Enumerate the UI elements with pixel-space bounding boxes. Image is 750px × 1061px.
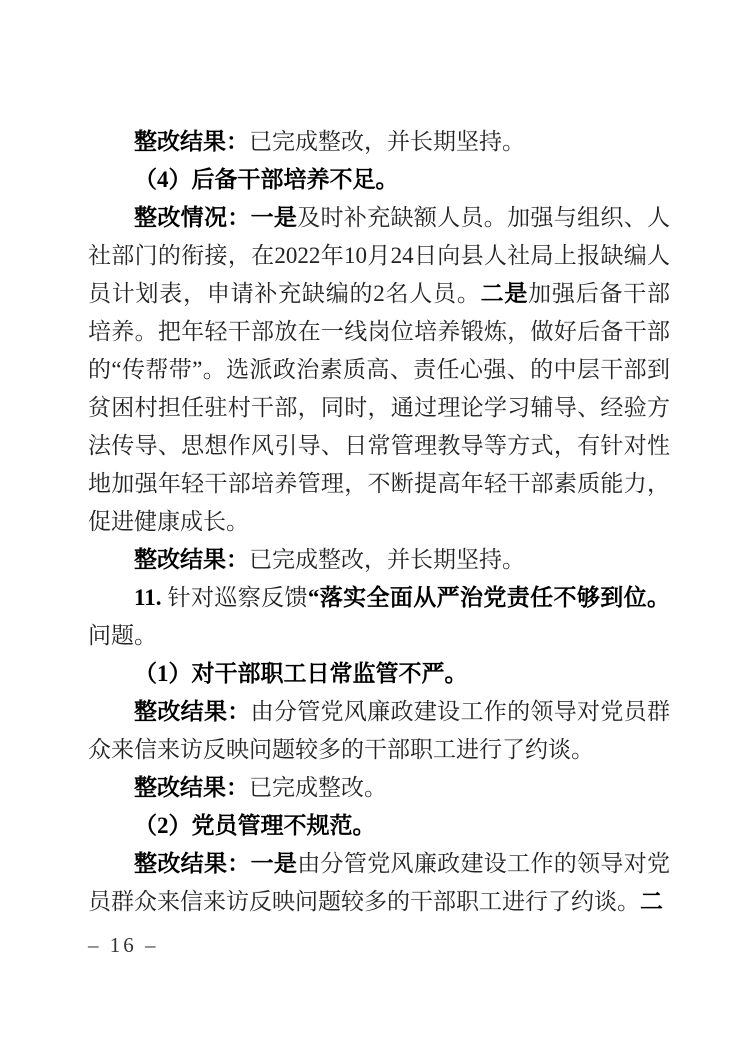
document-paragraph <box>88 123 670 161</box>
document-body <box>88 123 670 921</box>
bold-marker: 一是 <box>250 205 298 230</box>
subheading: （4）后备干部培养不足。 <box>134 167 399 192</box>
document-paragraph <box>88 693 670 769</box>
document-paragraph <box>88 655 670 693</box>
bold-marker: 一是 <box>250 851 298 876</box>
item-number: 11. <box>134 585 168 610</box>
bold-label: 整改结果： <box>134 699 251 724</box>
page-number: – 16 – <box>88 933 159 957</box>
document-paragraph <box>88 541 670 579</box>
text-segment: 已完成整改，并长期坚持。 <box>249 547 525 572</box>
document-paragraph <box>88 161 670 199</box>
subheading: （1）对干部职工日常监管不严。 <box>134 661 468 686</box>
page-footer <box>88 930 159 960</box>
text-segment: 及时补充缺额人员。加强与组织、人社部门的衔接，在2022年10月24日向县人社局上报缺编人员计划表，申请补充缺编的2名人员。 <box>88 205 671 306</box>
subheading: （2）党员管理不规范。 <box>134 813 376 838</box>
bold-marker: 二是 <box>480 281 529 306</box>
text-segment: 由分管党风廉政建设工作的领导对党员群众来信来访反映问题较多的干部职工进行了约谈。 <box>88 851 671 914</box>
text-segment: 已完成整改。 <box>249 775 387 800</box>
text-segment: 问题。 <box>88 623 157 648</box>
bold-label: 整改情况： <box>134 205 251 230</box>
text-segment: 针对巡察反馈 <box>167 585 308 610</box>
document-paragraph <box>88 769 670 807</box>
document-paragraph <box>88 807 670 845</box>
bold-label: 整改结果： <box>134 547 249 572</box>
document-paragraph <box>88 199 670 541</box>
document-paragraph <box>88 579 670 655</box>
bold-label: 整改结果： <box>134 129 249 154</box>
quoted-feedback: “落实全面从严治党责任不够到位。 <box>307 585 671 610</box>
text-segment: 加强后备干部培养。把年轻干部放在一线岗位培养锻炼，做好后备干部的“传帮带”。选派政治素质高、责任心强、的中层干部到贫困村担任驻村干部，同时，通过理论学习辅导、经验方法传导、思想作风引导、日常管理教导等方式，有针对性地加强年轻干部培养管理，不断提高年轻干部素质能力，促进健康成长。 <box>88 281 671 534</box>
bold-marker: 二 <box>640 889 663 914</box>
text-segment: 已完成整改，并长期坚持。 <box>249 129 525 154</box>
document-paragraph <box>88 845 670 921</box>
text-segment: 由分管党风廉政建设工作的领导对党员群众来信来访反映问题较多的干部职工进行了约谈。 <box>88 699 671 762</box>
bold-label: 整改结果： <box>134 851 251 876</box>
bold-label: 整改结果： <box>134 775 249 800</box>
